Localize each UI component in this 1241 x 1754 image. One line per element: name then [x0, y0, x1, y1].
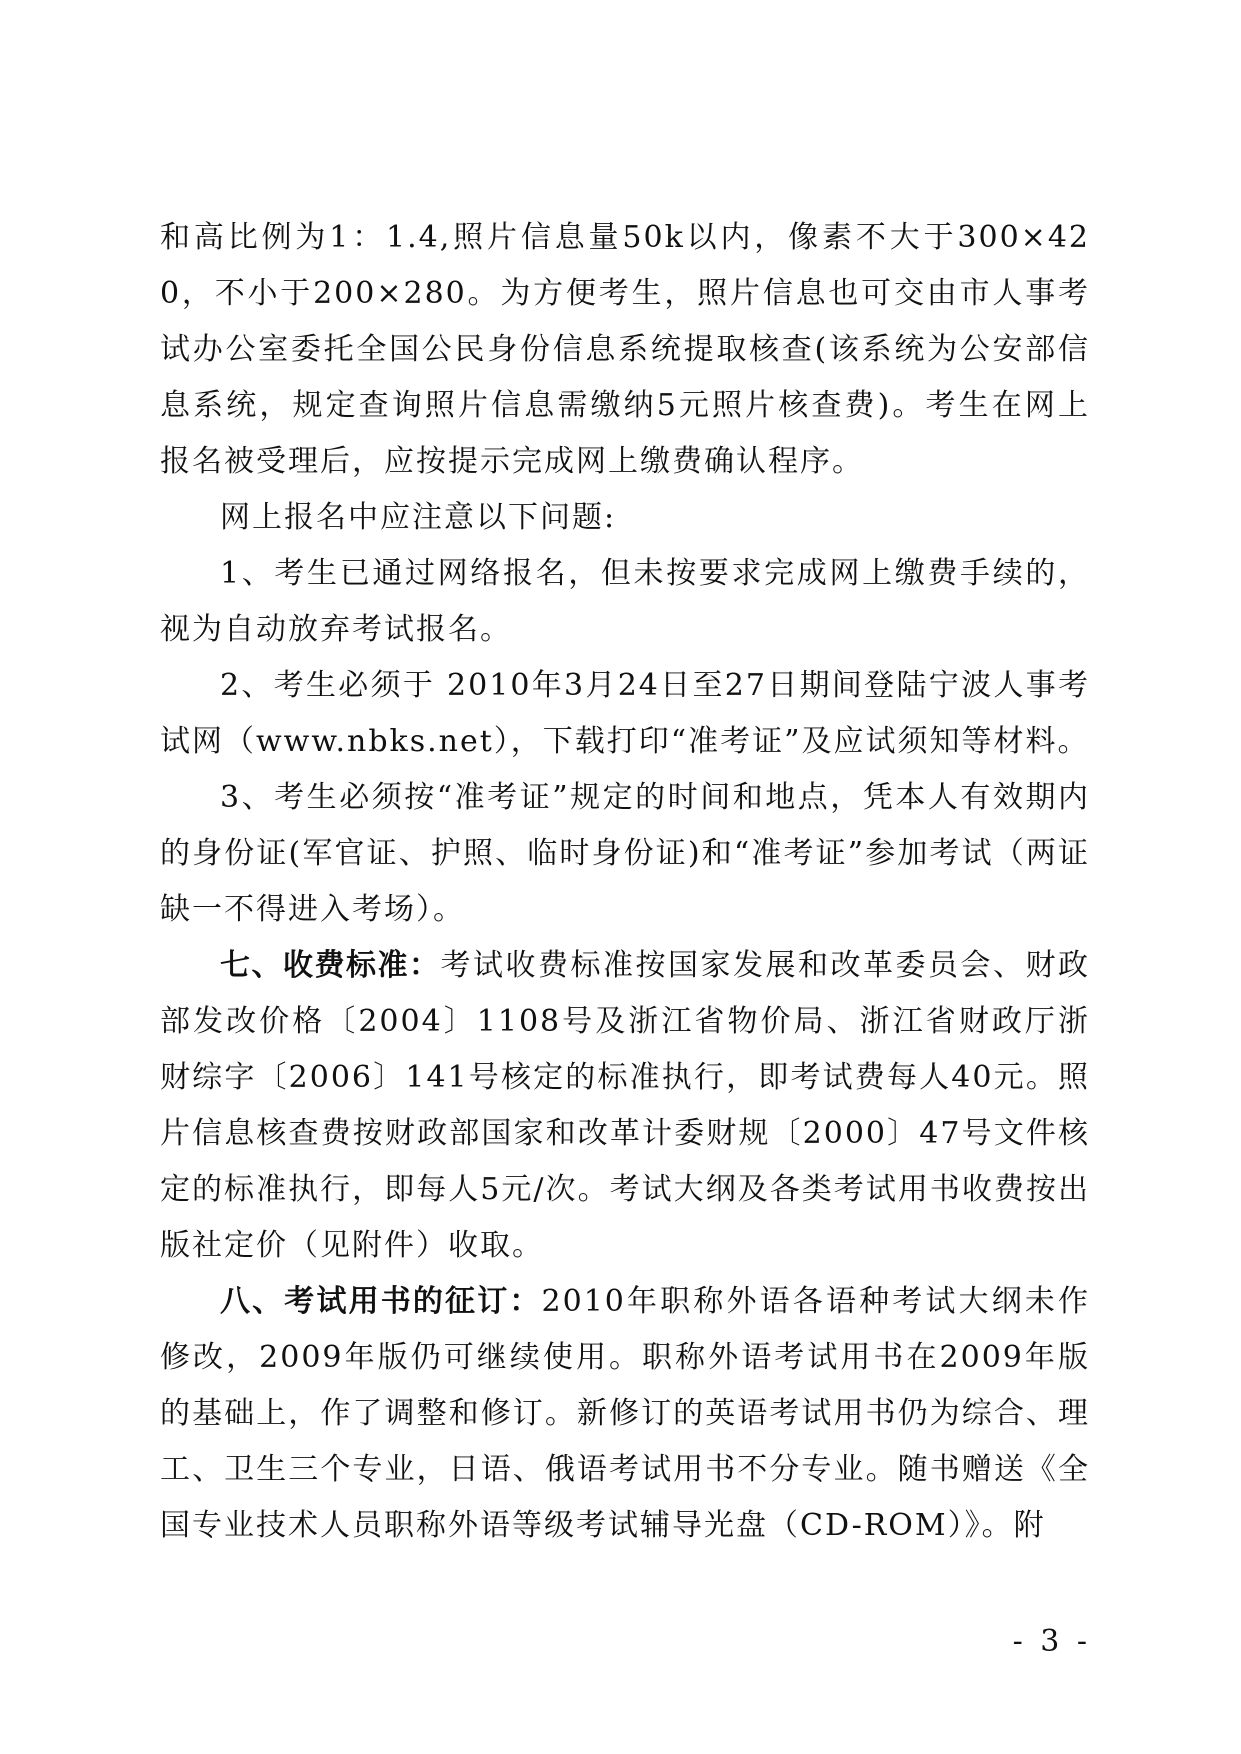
section-heading-exam-books: 八、考试用书的征订：: [220, 1284, 542, 1319]
exam-books-text: 2010年职称外语各语种考试大纲未作修改，2009年版仍可继续使用。职称外语考试用书在2009年版的基础上，作了调整和修订。新修订的英语考试用书仍为综合、理工、卫生三个专业，日语、俄语考试用书不分专业。随书赠送《全国专业技术人员职称外语等级考试辅导光盘（CD-ROM）》。附: [160, 1284, 1091, 1543]
paragraph-note-3: 3、考生必须按“准考证”规定的时间和地点，凭本人有效期内的身份证(军官证、护照、临时身份证)和“准考证”参加考试（两证缺一不得进入考场）。: [160, 780, 1090, 927]
fee-standard-text: 考试收费标准按国家发展和改革委员会、财政部发改价格〔2004〕1108号及浙江省物价局、浙江省财政厅浙财综字〔2006〕141号核定的标准执行，即考试费每人40元。照片信息核查费按财政部国家和改革计委财规〔2000〕47号文件核定的标准执行，即每人5元/次。考试大纲及各类考试用书收费按出版社定价（见附件）收取。: [160, 948, 1090, 1263]
section-heading-fee-standard: 七、收费标准：: [220, 948, 441, 983]
paragraph-exam-books: [160, 1274, 1090, 1554]
paragraph-fee-standard: [160, 938, 1090, 1274]
document-body: [160, 210, 1090, 1554]
paragraph-photo-requirements: 和高比例为1：1.4,照片信息量50k以内，像素不大于300×420，不小于200×280。为方便考生，照片信息也可交由市人事考试办公室委托全国公民身份信息系统提取核查(该系统为公安部信息系统，规定查询照片信息需缴纳5元照片核查费)。考生在网上报名被受理后，应按提示完成网上缴费确认程序。: [160, 220, 1090, 479]
paragraph-note-1: 1、考生已通过网络报名，但未按要求完成网上缴费手续的，视为自动放弃考试报名。: [160, 556, 1090, 647]
paragraph-online-registration-notes-intro: 网上报名中应注意以下问题:: [220, 500, 617, 535]
page-number: - 3 -: [1012, 1624, 1091, 1659]
paragraph-note-2: 2、考生必须于 2010年3月24日至27日期间登陆宁波人事考试网（www.nbks.net），下载打印“准考证”及应试须知等材料。: [160, 668, 1090, 759]
